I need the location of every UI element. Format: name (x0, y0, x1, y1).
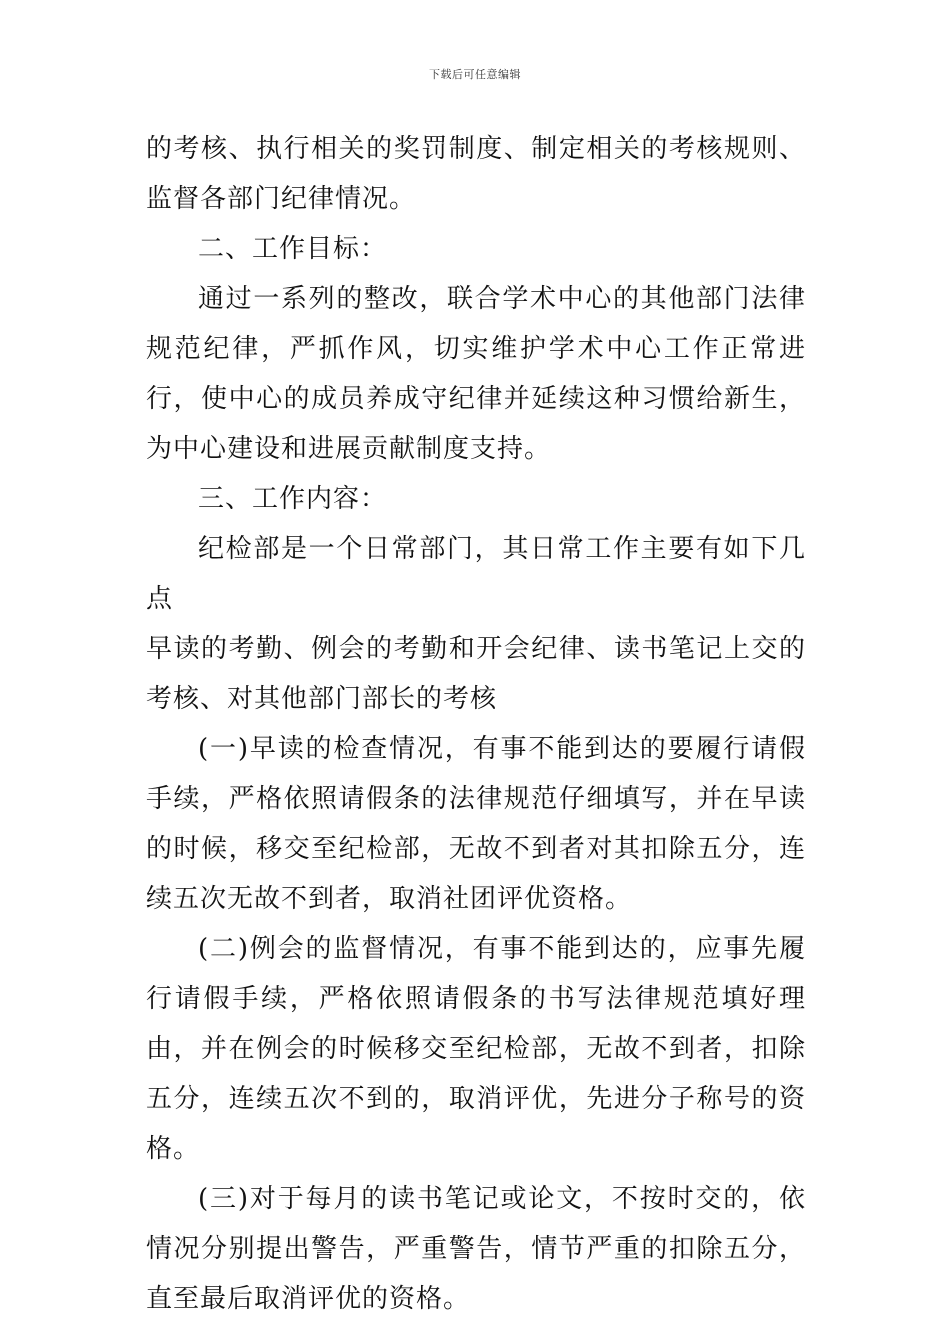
paragraph-item-3-reading-notes: (三)对于每月的读书笔记或论文，不按时交的，依情况分别提出警告，严重警告，情节严重的扣除五分，直至最后取消评优的资格。 (146, 1184, 806, 1314)
page-header: 下载后可任意编辑 (429, 68, 521, 81)
heading-work-goals: 二、工作目标： (198, 234, 388, 264)
paragraph-work-content-list: 早读的考勤、例会的考勤和开会纪律、读书笔记上交的考核、对其他部门部长的考核 (146, 634, 806, 714)
document-body (146, 124, 806, 1324)
paragraph-duties-continued: 的考核、执行相关的奖罚制度、制定相关的考核规则、监督各部门纪律情况。 (146, 134, 806, 214)
paragraph-item-1-morning-reading: (一)早读的检查情况，有事不能到达的要履行请假手续，严格依照请假条的法律规范仔细填写，并在早读的时候，移交至纪检部，无故不到者对其扣除五分，连续五次无故不到者，取消社团评优资格。 (146, 734, 806, 914)
paragraph-work-content-intro: 纪检部是一个日常部门，其日常工作主要有如下几点 (146, 534, 806, 614)
heading-work-content: 三、工作内容： (198, 484, 388, 514)
paragraph-work-goals: 通过一系列的整改，联合学术中心的其他部门法律规范纪律，严抓作风，切实维护学术中心工作正常进行，使中心的成员养成守纪律并延续这种习惯给新生，为中心建设和进展贡献制度支持。 (146, 284, 806, 464)
paragraph-item-2-meeting: (二)例会的监督情况，有事不能到达的，应事先履行请假手续，严格依照请假条的书写法律规范填好理由，并在例会的时候移交至纪检部，无故不到者，扣除五分，连续五次不到的，取消评优，先进分子称号的资格。 (146, 934, 806, 1164)
